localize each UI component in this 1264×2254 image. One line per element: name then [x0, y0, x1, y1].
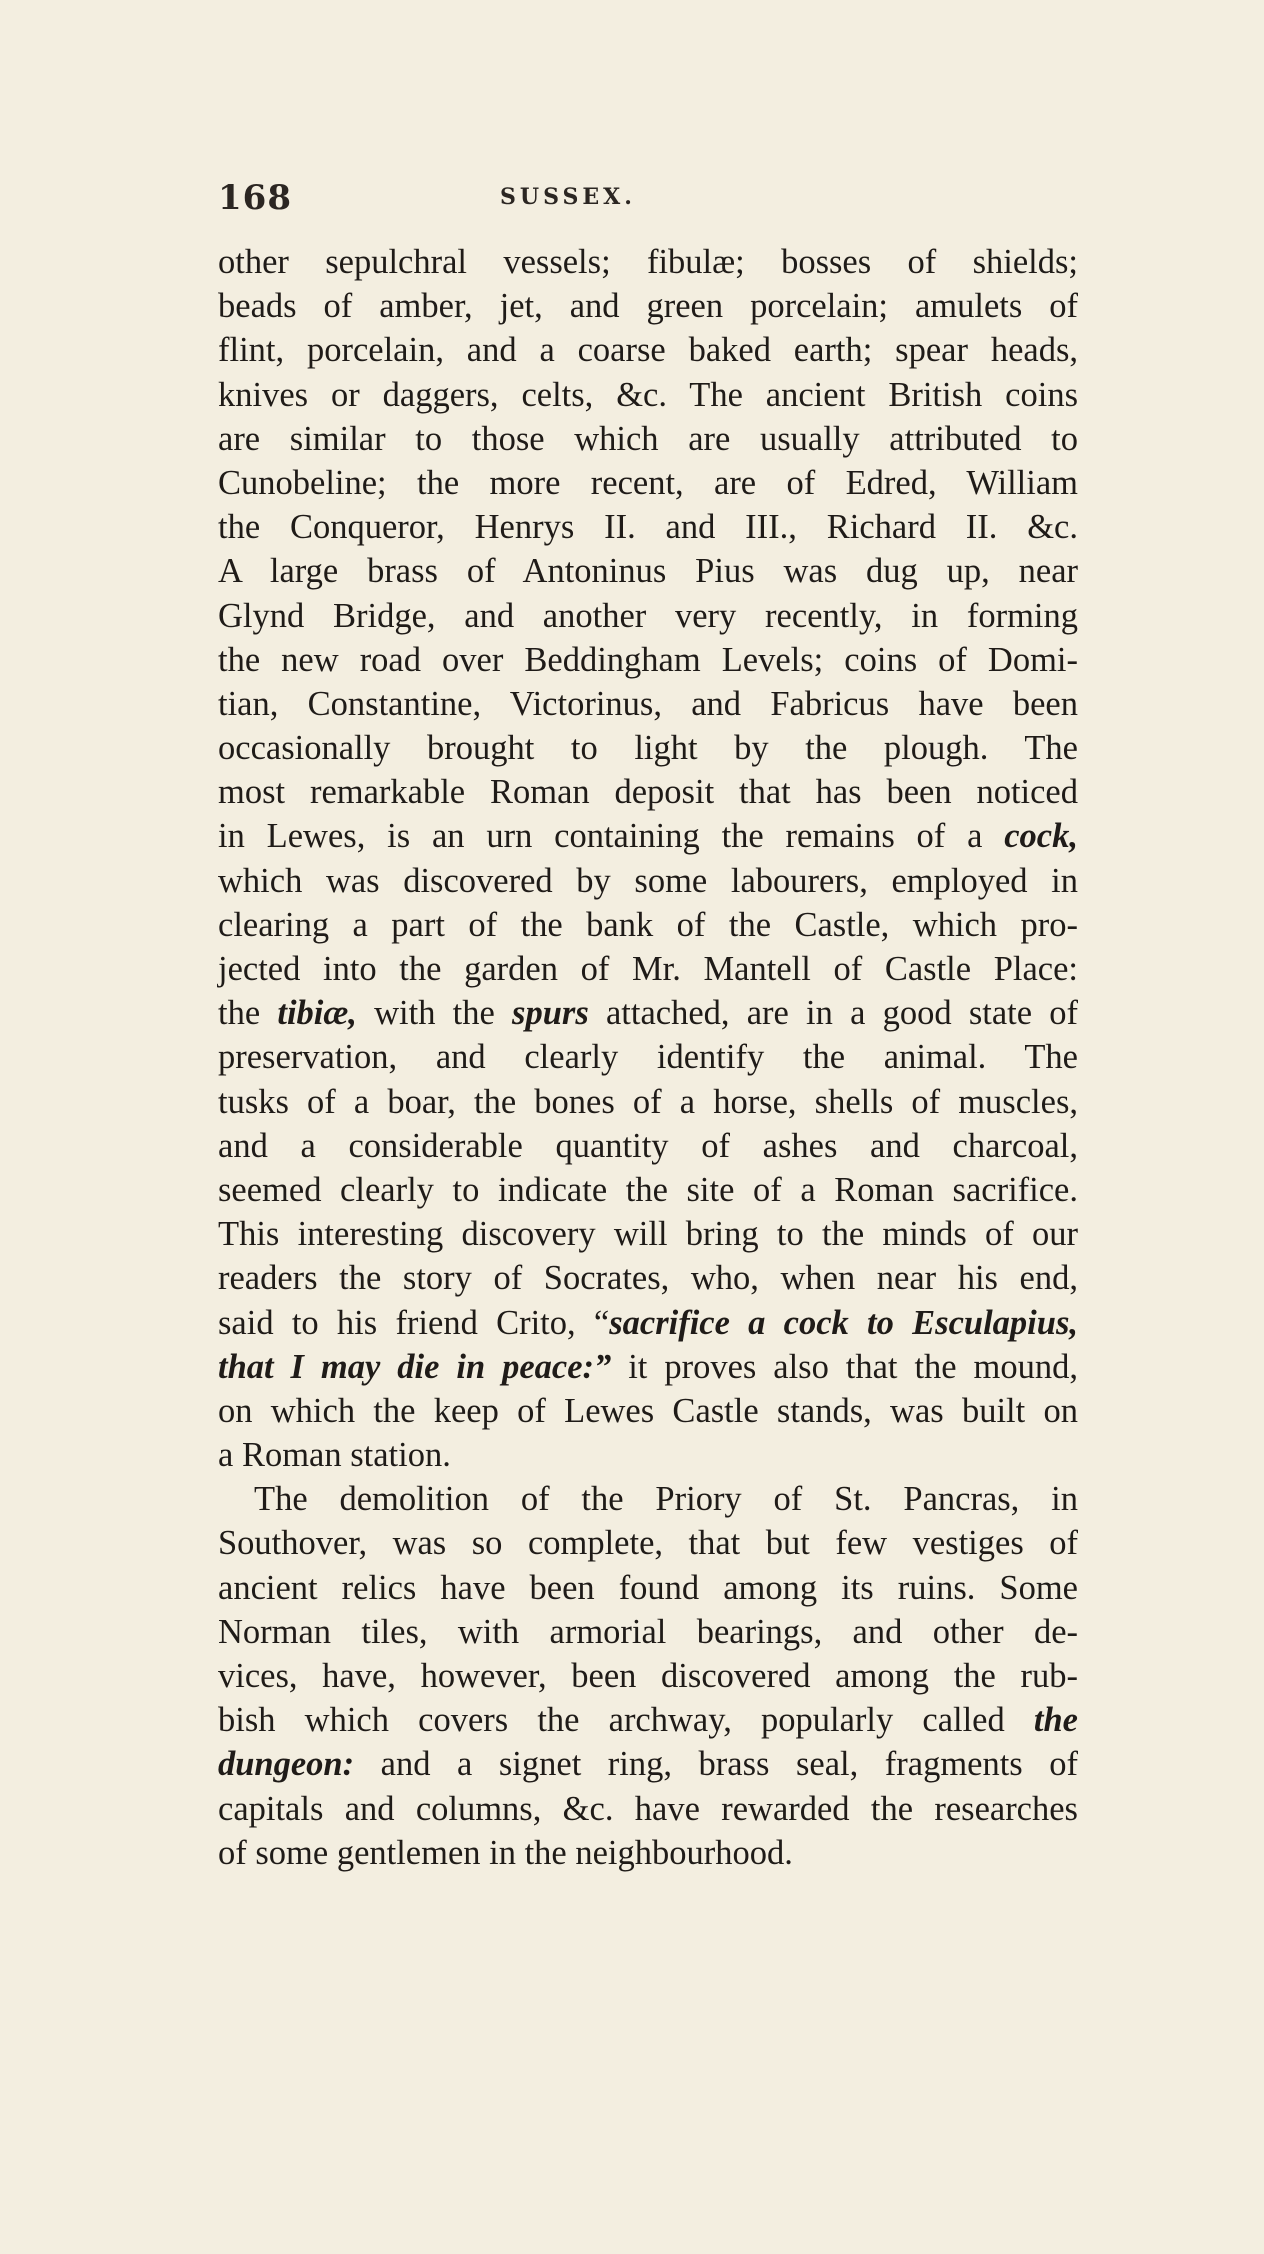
- text-line: [218, 1345, 1078, 1389]
- text-line: which was discovered by some labourers, employed in: [218, 861, 1078, 900]
- italic-word: dungeon:: [218, 1745, 355, 1784]
- text-segment: the: [218, 994, 278, 1033]
- text-line: [218, 991, 1078, 1035]
- text-line: A large brass of Antoninus Pius was dug up, near: [218, 552, 1078, 591]
- text-line: [218, 1698, 1078, 1742]
- italic-phrase: that I may die in peace:”: [218, 1347, 612, 1386]
- page-number: 168: [218, 178, 292, 218]
- italic-word: cock,: [1004, 817, 1078, 856]
- text-line: [218, 814, 1078, 858]
- running-title: SUSSEX.: [500, 184, 636, 210]
- italic-word: tibiæ,: [277, 994, 357, 1033]
- text-segment: attached, are in a good state of: [588, 994, 1078, 1033]
- text-line: Southover, was so complete, that but few vestiges of: [218, 1524, 1078, 1563]
- text-line: of some gentlemen in the neighbourhood.: [218, 1833, 793, 1872]
- text-segment: said to his friend Crito, “: [218, 1303, 610, 1342]
- text-segment: bish which covers the archway, popularly called: [218, 1701, 1034, 1740]
- text-segment: with the: [374, 994, 513, 1033]
- text-line: This interesting discovery will bring to the minds of our: [218, 1215, 1078, 1254]
- text-segment: in Lewes, is an urn containing the remains of a: [218, 817, 1005, 856]
- text-line: most remarkable Roman deposit that has been noticed: [218, 773, 1078, 812]
- text-line: preservation, and clearly identify the animal. The: [218, 1038, 1078, 1077]
- text-line: the Conqueror, Henrys II. and III., Richard II. &c.: [218, 508, 1078, 547]
- text-segment: and a signet ring, brass seal, fragments of: [380, 1745, 1079, 1784]
- text-line: clearing a part of the bank of the Castle, which pro-: [218, 905, 1078, 944]
- text-line: readers the story of Socrates, who, when near his end,: [218, 1259, 1078, 1298]
- text-line: tian, Constantine, Victorinus, and Fabricus have been: [218, 684, 1078, 723]
- text-line: capitals and columns, &c. have rewarded the researches: [218, 1789, 1078, 1828]
- text-line: seemed clearly to indicate the site of a Roman sacrifice.: [218, 1170, 1078, 1209]
- text-line: Glynd Bridge, and another very recently, in forming: [218, 596, 1078, 635]
- text-line: vices, have, however, been discovered among the rub-: [218, 1657, 1078, 1695]
- text-line: [218, 1742, 1078, 1786]
- text-segment: it proves also that the mound,: [628, 1347, 1079, 1386]
- page-header: [218, 178, 1078, 226]
- text-line: ancient relics have been found among its ruins. Some: [218, 1568, 1078, 1607]
- text-line: and a considerable quantity of ashes and charcoal,: [218, 1126, 1078, 1165]
- text-line: a Roman station.: [218, 1436, 451, 1475]
- text-line: other sepulchral vessels; fibulæ; bosses of shields;: [218, 243, 1078, 281]
- body-text: [218, 240, 1078, 1875]
- text-line: flint, porcelain, and a coarse baked earth; spear heads,: [218, 331, 1078, 370]
- text-line: beads of amber, jet, and green porcelain; amulets of: [218, 287, 1078, 326]
- text-line: occasionally brought to light by the plough. The: [218, 729, 1078, 768]
- text-line: jected into the garden of Mr. Mantell of Castle Place:: [218, 950, 1078, 988]
- text-line: the new road over Beddingham Levels; coins of Domi-: [218, 640, 1078, 679]
- text-line: Cunobeline; the more recent, are of Edred, William: [218, 463, 1078, 502]
- italic-word: spurs: [512, 994, 589, 1033]
- text-line: knives or daggers, celts, &c. The ancient British coins: [218, 375, 1078, 414]
- text-line: are similar to those which are usually attributed to: [218, 419, 1078, 458]
- text-line: tusks of a boar, the bones of a horse, shells of muscles,: [218, 1082, 1078, 1121]
- text-line: The demolition of the Priory of St. Pancras, in: [254, 1480, 1078, 1519]
- italic-word: the: [1033, 1701, 1078, 1740]
- italic-phrase: sacrifice a cock to Esculapius,: [609, 1303, 1078, 1342]
- text-line: Norman tiles, with armorial bearings, and other de-: [218, 1612, 1078, 1651]
- text-line: [218, 1301, 1078, 1345]
- text-line: on which the keep of Lewes Castle stands, was built on: [218, 1391, 1078, 1430]
